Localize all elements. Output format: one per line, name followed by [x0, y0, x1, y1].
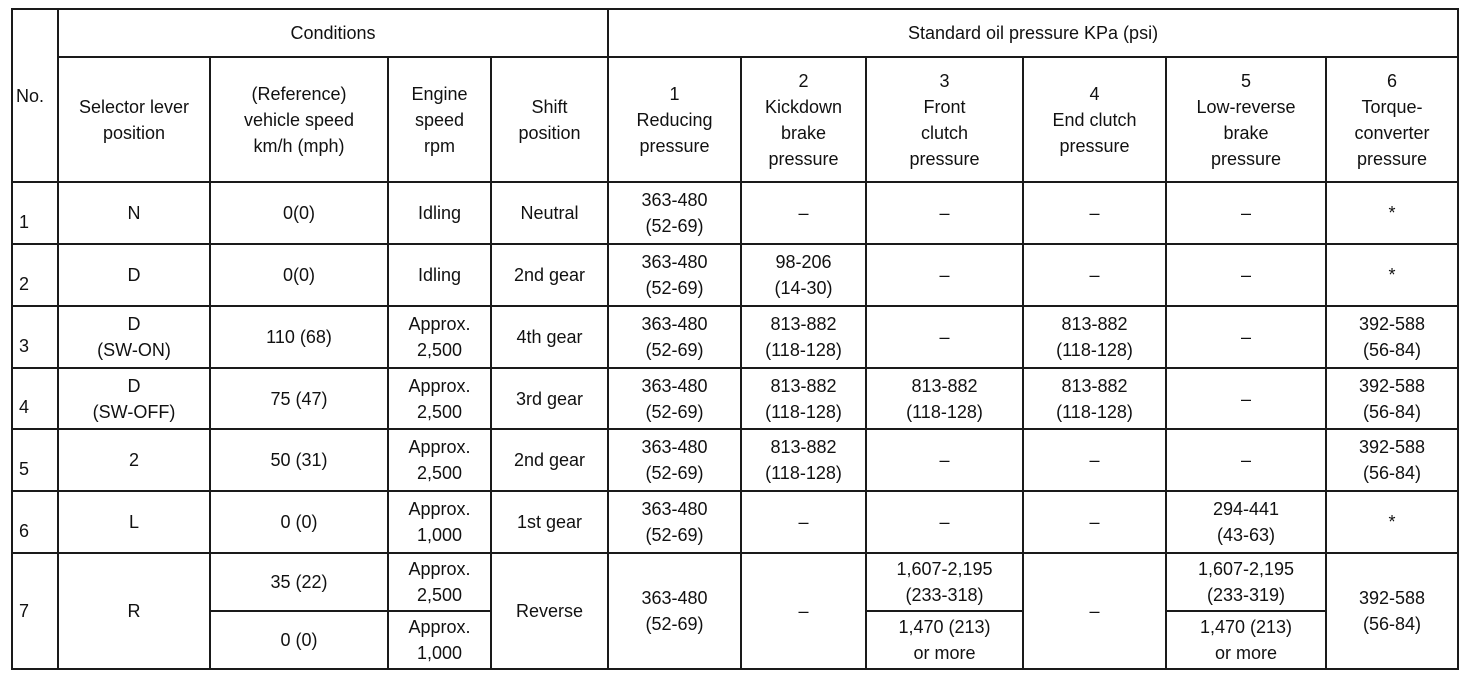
front-clutch-pressure-cell: –: [866, 491, 1023, 553]
row-number: 7: [12, 553, 58, 669]
row-number: 1: [12, 182, 58, 244]
table-row: [12, 306, 1458, 368]
engine-speed-cell: Approx. 2,500: [388, 429, 491, 491]
torque-converter-pressure-cell: 392-588 (56-84): [1326, 553, 1458, 669]
reducing-pressure-cell: 363-480 (52-69): [608, 429, 741, 491]
engine-speed-cell: Idling: [388, 244, 491, 306]
low-reverse-brake-pressure-cell: –: [1166, 368, 1326, 429]
col-header-engine-speed: Engine speed rpm: [388, 57, 491, 182]
selector-lever-cell: L: [58, 491, 210, 553]
low-reverse-brake-pressure-cell: –: [1166, 182, 1326, 244]
end-clutch-pressure-cell: –: [1023, 182, 1166, 244]
col-header-torque-converter-pressure: 6 Torque- converter pressure: [1326, 57, 1458, 182]
selector-lever-cell: N: [58, 182, 210, 244]
selector-lever-cell: D: [58, 244, 210, 306]
torque-converter-pressure-cell: *: [1326, 182, 1458, 244]
vehicle-speed-cell: 0 (0): [210, 611, 388, 669]
col-header-end-clutch-pressure: 4 End clutch pressure: [1023, 57, 1166, 182]
spec-table-wrapper: [11, 8, 1459, 670]
kickdown-brake-pressure-cell: 813-882 (118-128): [741, 306, 866, 368]
row-number: 4: [12, 368, 58, 429]
low-reverse-brake-pressure-cell: 294-441 (43-63): [1166, 491, 1326, 553]
vehicle-speed-cell: 110 (68): [210, 306, 388, 368]
selector-lever-cell: D (SW-ON): [58, 306, 210, 368]
shift-position-cell: 2nd gear: [491, 244, 608, 306]
engine-speed-cell: Approx. 2,500: [388, 368, 491, 429]
header-row-sub: [12, 57, 1458, 182]
front-clutch-pressure-cell: –: [866, 244, 1023, 306]
end-clutch-pressure-cell: –: [1023, 429, 1166, 491]
col-header-low-reverse-brake-pressure: 5 Low-reverse brake pressure: [1166, 57, 1326, 182]
vehicle-speed-cell: 0(0): [210, 244, 388, 306]
col-header-conditions: Conditions: [58, 9, 608, 57]
front-clutch-pressure-cell: –: [866, 306, 1023, 368]
reducing-pressure-cell: 363-480 (52-69): [608, 182, 741, 244]
table-row: [12, 429, 1458, 491]
shift-position-cell: 3rd gear: [491, 368, 608, 429]
shift-position-cell: Reverse: [491, 553, 608, 669]
reducing-pressure-cell: 363-480 (52-69): [608, 306, 741, 368]
torque-converter-pressure-cell: *: [1326, 491, 1458, 553]
row-number: 2: [12, 244, 58, 306]
front-clutch-pressure-cell: 813-882 (118-128): [866, 368, 1023, 429]
low-reverse-brake-pressure-cell: 1,607-2,195 (233-319): [1166, 553, 1326, 611]
torque-converter-pressure-cell: 392-588 (56-84): [1326, 429, 1458, 491]
vehicle-speed-cell: 0(0): [210, 182, 388, 244]
engine-speed-cell: Approx. 1,000: [388, 611, 491, 669]
low-reverse-brake-pressure-cell: 1,470 (213) or more: [1166, 611, 1326, 669]
col-header-front-clutch-pressure: 3 Front clutch pressure: [866, 57, 1023, 182]
reducing-pressure-cell: 363-480 (52-69): [608, 368, 741, 429]
kickdown-brake-pressure-cell: 813-882 (118-128): [741, 429, 866, 491]
torque-converter-pressure-cell: 392-588 (56-84): [1326, 368, 1458, 429]
front-clutch-pressure-cell: 1,607-2,195 (233-318): [866, 553, 1023, 611]
col-header-no: No.: [12, 9, 58, 182]
table-row: [12, 182, 1458, 244]
col-header-vehicle-speed: (Reference) vehicle speed km/h (mph): [210, 57, 388, 182]
reducing-pressure-cell: 363-480 (52-69): [608, 491, 741, 553]
oil-pressure-spec-table: [11, 8, 1459, 670]
low-reverse-brake-pressure-cell: –: [1166, 306, 1326, 368]
col-header-kickdown-brake-pressure: 2 Kickdown brake pressure: [741, 57, 866, 182]
front-clutch-pressure-cell: –: [866, 429, 1023, 491]
engine-speed-cell: Approx. 1,000: [388, 491, 491, 553]
col-header-standard-oil-pressure: Standard oil pressure KPa (psi): [608, 9, 1458, 57]
front-clutch-pressure-cell: –: [866, 182, 1023, 244]
kickdown-brake-pressure-cell: –: [741, 182, 866, 244]
table-row: [12, 553, 1458, 611]
kickdown-brake-pressure-cell: 813-882 (118-128): [741, 368, 866, 429]
shift-position-cell: 2nd gear: [491, 429, 608, 491]
end-clutch-pressure-cell: –: [1023, 553, 1166, 669]
shift-position-cell: 4th gear: [491, 306, 608, 368]
kickdown-brake-pressure-cell: –: [741, 553, 866, 669]
shift-position-cell: 1st gear: [491, 491, 608, 553]
end-clutch-pressure-cell: –: [1023, 491, 1166, 553]
selector-lever-cell: 2: [58, 429, 210, 491]
col-header-selector-lever: Selector lever position: [58, 57, 210, 182]
vehicle-speed-cell: 35 (22): [210, 553, 388, 611]
engine-speed-cell: Approx. 2,500: [388, 306, 491, 368]
table-row: [12, 491, 1458, 553]
kickdown-brake-pressure-cell: –: [741, 491, 866, 553]
selector-lever-cell: R: [58, 553, 210, 669]
reducing-pressure-cell: 363-480 (52-69): [608, 553, 741, 669]
table-row: [12, 368, 1458, 429]
col-header-shift-position: Shift position: [491, 57, 608, 182]
end-clutch-pressure-cell: –: [1023, 244, 1166, 306]
row-number: 5: [12, 429, 58, 491]
engine-speed-cell: Idling: [388, 182, 491, 244]
col-header-reducing-pressure: 1 Reducing pressure: [608, 57, 741, 182]
low-reverse-brake-pressure-cell: –: [1166, 244, 1326, 306]
vehicle-speed-cell: 0 (0): [210, 491, 388, 553]
header-row-top: [12, 9, 1458, 57]
end-clutch-pressure-cell: 813-882 (118-128): [1023, 368, 1166, 429]
selector-lever-cell: D (SW-OFF): [58, 368, 210, 429]
engine-speed-cell: Approx. 2,500: [388, 553, 491, 611]
row-number: 3: [12, 306, 58, 368]
table-row: [12, 244, 1458, 306]
torque-converter-pressure-cell: 392-588 (56-84): [1326, 306, 1458, 368]
low-reverse-brake-pressure-cell: –: [1166, 429, 1326, 491]
torque-converter-pressure-cell: *: [1326, 244, 1458, 306]
vehicle-speed-cell: 50 (31): [210, 429, 388, 491]
row-number: 6: [12, 491, 58, 553]
vehicle-speed-cell: 75 (47): [210, 368, 388, 429]
end-clutch-pressure-cell: 813-882 (118-128): [1023, 306, 1166, 368]
shift-position-cell: Neutral: [491, 182, 608, 244]
kickdown-brake-pressure-cell: 98-206 (14-30): [741, 244, 866, 306]
reducing-pressure-cell: 363-480 (52-69): [608, 244, 741, 306]
front-clutch-pressure-cell: 1,470 (213) or more: [866, 611, 1023, 669]
